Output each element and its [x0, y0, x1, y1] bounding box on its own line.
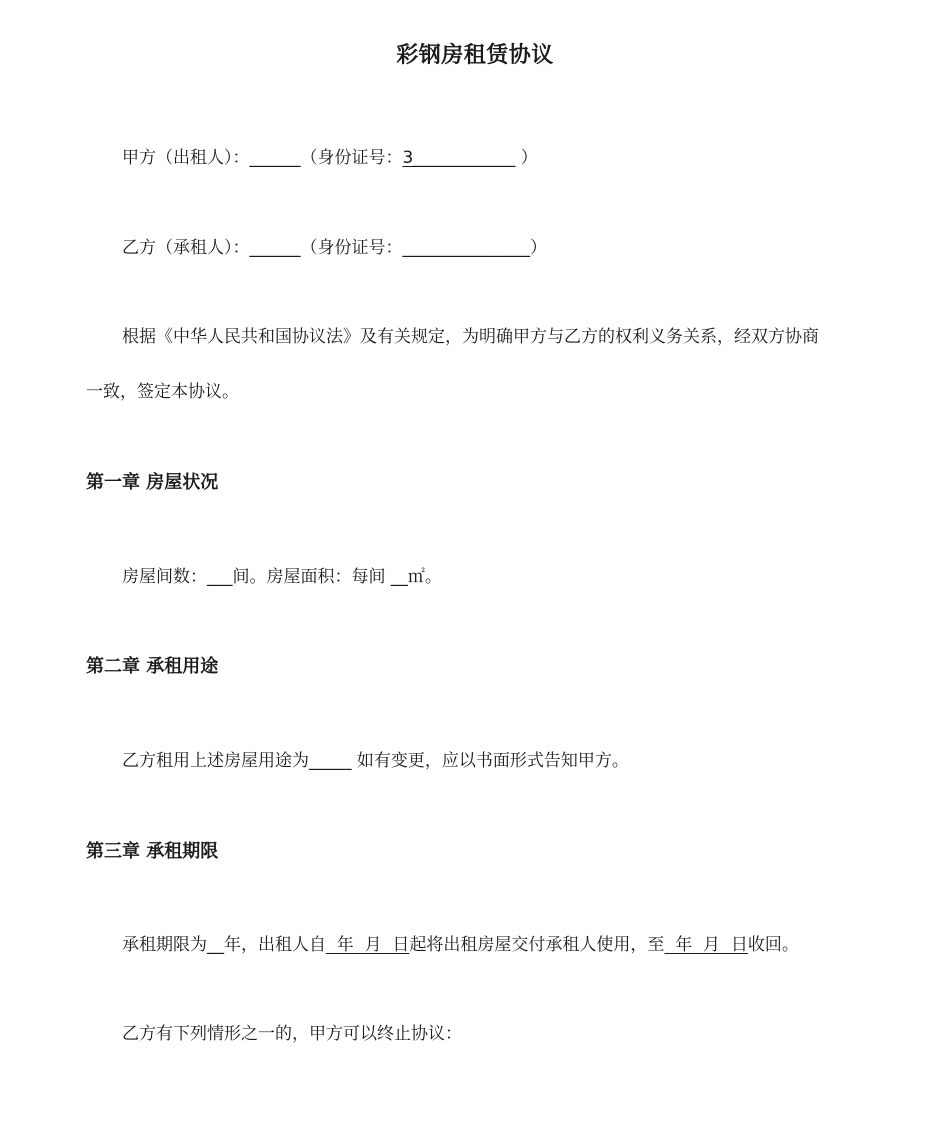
party-a-id-value: 3____________ — [402, 148, 516, 168]
preamble-line-1: 根据《中华人民共和国协议法》及有关规定，为明确甲方与乙方的权利义务关系，经双方协商 — [122, 327, 819, 347]
term-middle: 起将出租房屋交付承租人使用，至 — [409, 935, 665, 955]
chapter-3-heading: 第三章 承租期限 — [86, 841, 219, 862]
term-end-date: 年 月 日 — [664, 935, 748, 955]
preamble-line-2: 一致，签定本协议。 — [86, 382, 239, 402]
party-b-id-label: （身份证号： — [300, 238, 403, 258]
document-title: 彩钢房租赁协议 — [396, 43, 554, 68]
chapter-1-text: 房屋间数：___间。房屋面积：每间 __㎡。 — [122, 567, 442, 587]
chapter-2-heading: 第二章 承租用途 — [86, 656, 219, 677]
party-a-line — [122, 146, 538, 170]
party-a-id-label: （身份证号： — [300, 148, 403, 168]
party-a-id-close: ） — [515, 148, 538, 168]
party-b-label: 乙方（承租人）： — [122, 238, 250, 258]
party-a-name-blank: ______ — [249, 148, 301, 168]
chapter-3-term-line — [122, 933, 799, 957]
party-b-id-value: _______________ — [402, 238, 530, 258]
term-prefix: 承租期限为__年，出租人自 — [122, 935, 326, 955]
party-b-id-close: ） — [530, 238, 547, 258]
termination-intro: 乙方有下列情形之一的，甲方可以终止协议： — [122, 1024, 462, 1044]
chapter-2-text: 乙方租用上述房屋用途为_____ 如有变更，应以书面形式告知甲方。 — [122, 751, 629, 771]
chapter-1-heading: 第一章 房屋状况 — [86, 472, 219, 493]
party-b-line — [122, 236, 547, 260]
party-b-name-blank: ______ — [249, 238, 301, 258]
term-start-date: 年 月 日 — [326, 935, 410, 955]
term-suffix: 收回。 — [747, 935, 799, 955]
party-a-label: 甲方（出租人）： — [122, 148, 250, 168]
